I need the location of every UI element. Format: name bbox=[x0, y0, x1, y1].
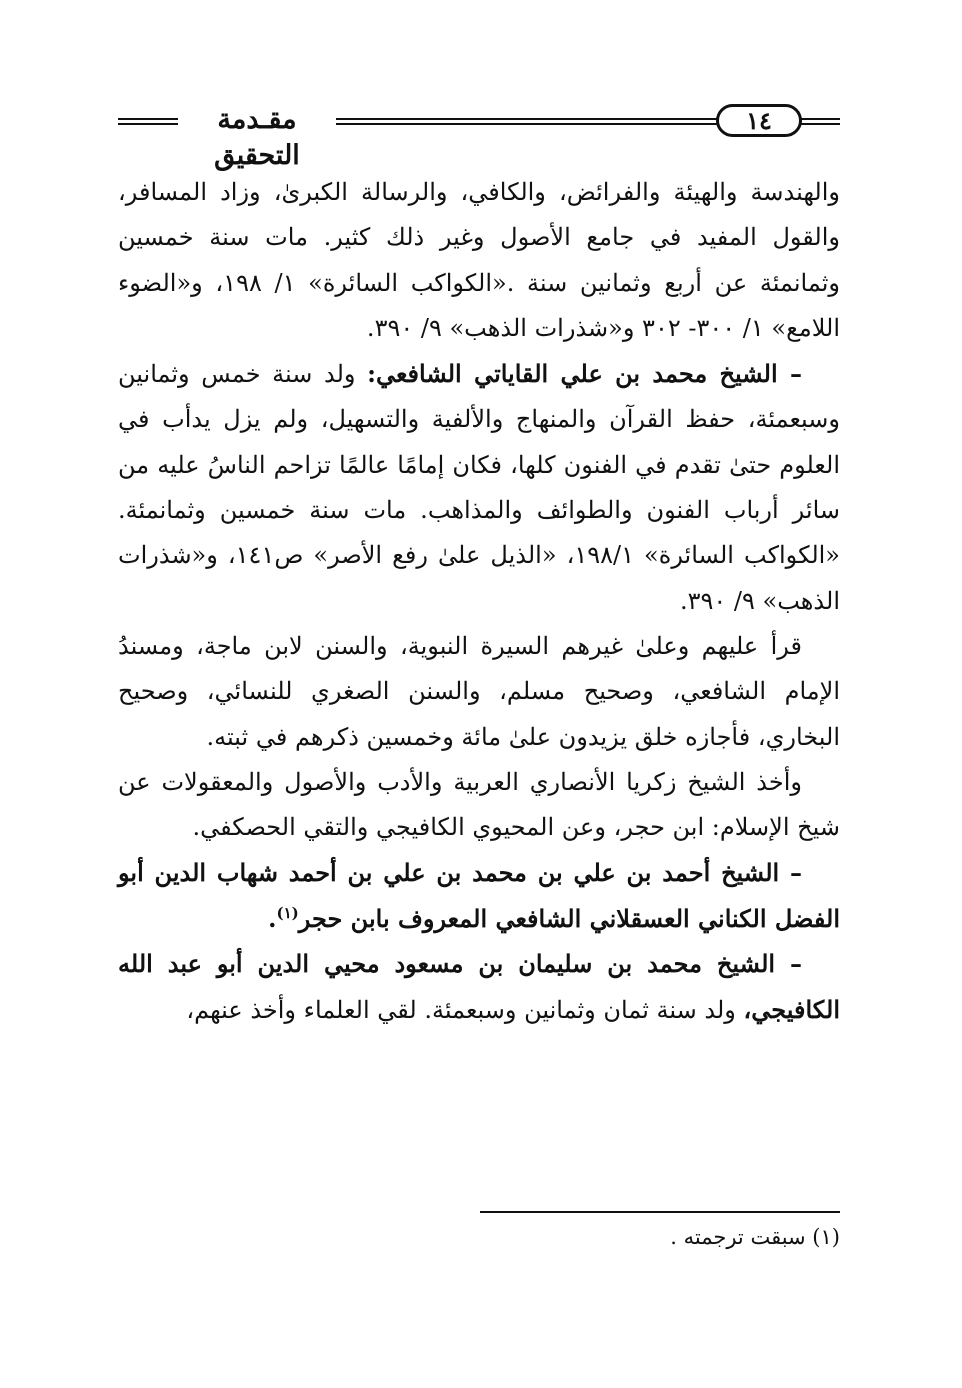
main-text bbox=[118, 170, 840, 1034]
paragraph-ibn-hajar bbox=[118, 850, 840, 941]
header-rule-left bbox=[118, 118, 178, 125]
scholar-name-qayati: – الشيخ محمد بن علي القاياتي الشافعي: bbox=[367, 359, 802, 389]
paragraph-readings: قرأ عليهم وعلىٰ غيرهم السيرة النبوية، والسنن لابن ماجة، ومسندُ الإمام الشافعي، وصحيح مسلم، والسنن الصغري للنسائي، وصحيح البخاري، فأجازه خلق يزيدون علىٰ مائة وخمسين ذكرهم في ثبته. bbox=[118, 631, 840, 751]
page-title: مقـدمة التحقيق bbox=[214, 104, 300, 171]
paragraph-qayati bbox=[118, 351, 840, 624]
paragraph-kafiji bbox=[118, 941, 840, 1034]
scholar-name-kafiji: – الشيخ محمد بن سليمان بن مسعود محيي الدين أبو عبد الله الكافيجي، bbox=[118, 949, 840, 1025]
footnote-separator bbox=[480, 1211, 840, 1213]
page-header bbox=[118, 96, 840, 171]
header-rule-right bbox=[820, 118, 840, 125]
page-number: ١٤ bbox=[716, 104, 802, 137]
paragraph-zakariya: وأخذ الشيخ زكريا الأنصاري العربية والأدب والأصول والمعقولات عن شيخ الإسلام: ابن حجر، وعن المحيوي الكافيجي والتقي الحصكفي. bbox=[118, 767, 840, 842]
scholar-name-ibn-hajar: – الشيخ أحمد بن علي بن محمد بن علي بن أحمد شهاب الدين أبو الفضل الكناني العسقلاني الشافعي المعروف بابن حجر bbox=[118, 858, 840, 933]
paragraph-continuation: والهندسة والهيئة والفرائض، والكافي، والرسالة الكبرىٰ، وزاد المسافر، والقول المفيد في جامع الأصول وغير ذلك كثير. مات سنة خمسين وثمانمئة عن أربع وثمانين سنة .«الكواكب السائرة» ١/ ١٩٨، و«الضوء اللامع» ١/ ٣٠٠- ٣٠٢ و«شذرات الذهب» ٩/ ٣٩٠. bbox=[118, 178, 840, 342]
paragraph-text: ولد سنة ثمان وثمانين وسبعمئة. لقي العلماء وأخذ عنهم، bbox=[186, 996, 744, 1025]
sentence-end: . bbox=[268, 903, 277, 933]
paragraph-text: ولد سنة خمس وثمانين وسبعمئة، حفظ القرآن والمنهاج والألفية والتسهيل، ولم يزل يدأب في العلوم حتىٰ تقدم في الفنون كلها، فكان إمامًا عالمًا تزاحم الناسُ عليه من سائر أرباب الفنون والطوائف والمذاهب. مات سنة خمسين وثمانمئة. «الكواكب السائرة» ١٩٨/١، «الذيل علىٰ رفع الأصر» ص١٤١، و«شذرات الذهب» ٩/ ٣٩٠. bbox=[118, 360, 840, 615]
footnote: (١) سبقت ترجمته . bbox=[670, 1225, 840, 1249]
footnote-reference[interactable]: (١) bbox=[276, 903, 299, 922]
